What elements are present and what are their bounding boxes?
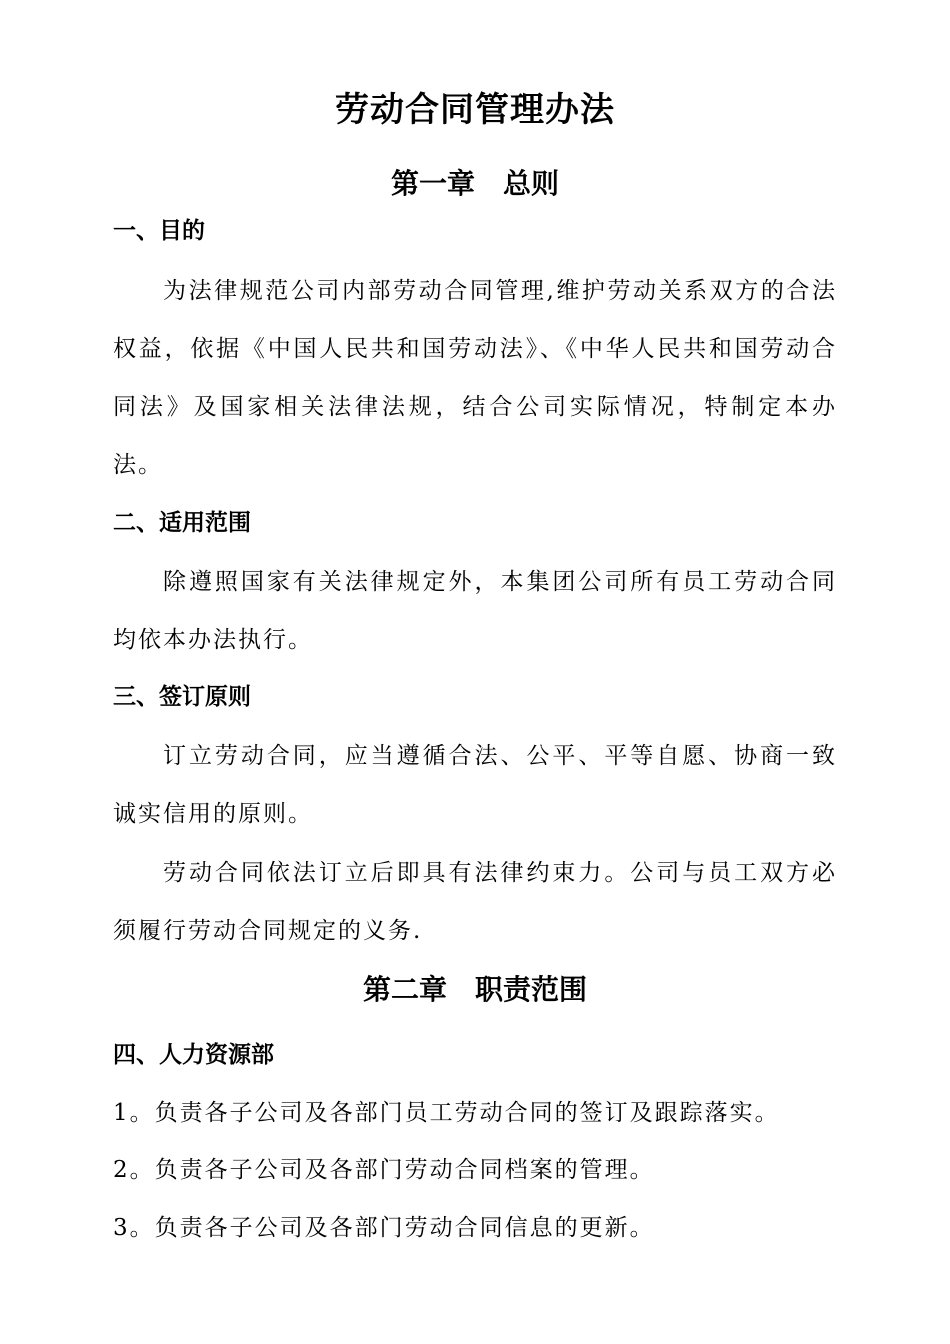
hr-duty-item-3: 3。负责各子公司及各部门劳动合同信息的更新。 <box>113 1215 655 1241</box>
hr-duty-item-2: 2。负责各子公司及各部门劳动合同档案的管理。 <box>113 1157 655 1183</box>
section-principle-heading: 三、签订原则 <box>113 683 251 710</box>
section-purpose-paragraph: 为法律规范公司内部劳动合同管理,维护劳动关系双方的合法权益，依据《中国人民共和国劳动法》、《中华人民共和国劳动合同法》及国家相关法律法规，结合公司实际情况，特制定本办法。 <box>113 278 837 478</box>
section-scope-heading: 二、适用范围 <box>113 509 251 536</box>
chapter-1-title: 第一章 总则 <box>390 167 559 200</box>
section-scope-paragraph: 除遵照国家有关法律规定外，本集团公司所有员工劳动合同均依本办法执行。 <box>113 569 837 653</box>
hr-duty-item-1: 1。负责各子公司及各部门员工劳动合同的签订及跟踪落实。 <box>113 1100 780 1126</box>
section-principle-paragraph-1: 订立劳动合同，应当遵循合法、公平、平等自愿、协商一致诚实信用的原则。 <box>113 743 837 827</box>
section-purpose-heading: 一、目的 <box>113 217 205 244</box>
section-principle-paragraph-2: 劳动合同依法订立后即具有法律约束力。公司与员工双方必须履行劳动合同规定的义务. <box>113 860 837 944</box>
section-hr-heading: 四、人力资源部 <box>113 1041 274 1068</box>
document-title: 劳动合同管理办法 <box>335 90 615 130</box>
chapter-2-title: 第二章 职责范围 <box>362 973 587 1006</box>
